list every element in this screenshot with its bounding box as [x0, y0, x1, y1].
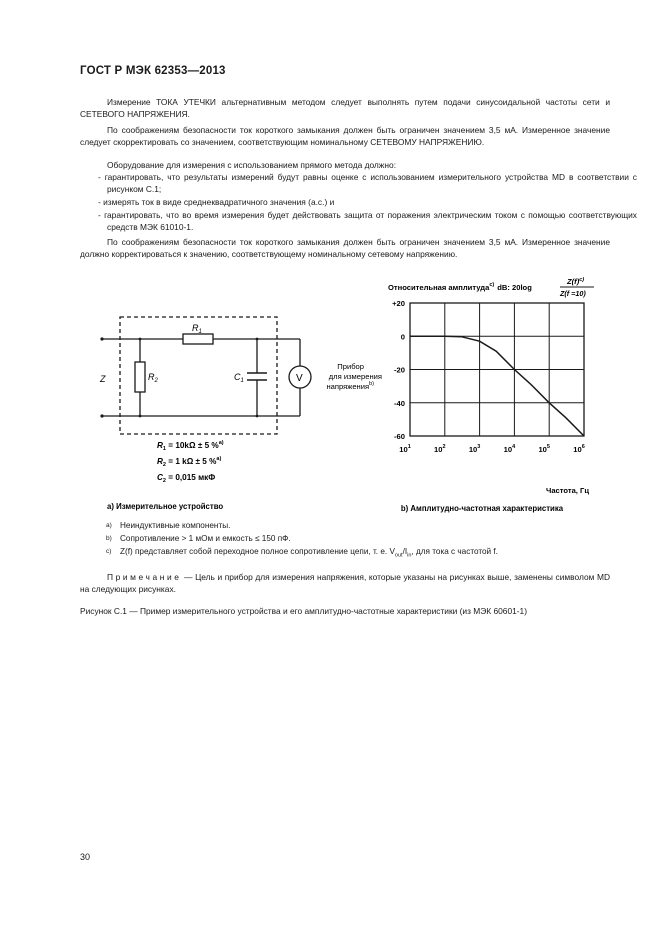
- x-axis-ticks: [399, 444, 585, 454]
- x-axis-label: Частота, Гц: [546, 486, 589, 495]
- y-tick-label: +20: [392, 299, 405, 308]
- document-header: ГОСТ Р МЭК 62353—2013: [80, 65, 226, 77]
- y-tick-label: -60: [394, 432, 405, 441]
- meter-label-line1: Прибор: [337, 362, 364, 371]
- value-r1: $R_1 = 10k\Omega \pm 5$ %$^{a)}$: [157, 440, 224, 452]
- circuit-diagram: [80, 300, 390, 530]
- y-tick-label: -40: [394, 398, 405, 408]
- circuit-caption: а) Измерительное устройство: [107, 502, 224, 511]
- x-tick-label: $10^5$: [538, 444, 550, 454]
- footnote-a: a) Неиндуктивные компоненты.: [106, 521, 231, 530]
- paragraph-2: По соображениям безопасности ток короткого замыкания должен быть ограничен значением 3,5 мА. Измеренное значение следует скорректировать со значением, соответствующим номинальному СЕТЕВОМУ НАПРЯЖЕНИЮ.: [80, 125, 610, 148]
- meter-label-line3: напряжения$^{b)}$: [326, 381, 374, 391]
- bullet-2: - измерять ток в виде среднеквадратичного значения (а.с.) и: [98, 197, 335, 207]
- chart-grid: [410, 303, 584, 436]
- chart-title: Относительная амплитуда$^{c)}$ dB: 20log: [388, 282, 532, 292]
- y-axis-ticks: [392, 299, 405, 441]
- bullet-1: - гарантировать, что результаты измерений будут равны оценке с использованием измерительного устройства MD в соответствии с рисунком С.1;: [98, 172, 637, 195]
- y-tick-label: 0: [400, 332, 405, 342]
- chart-caption: b) Амплитудно-частотная характеристика: [400, 504, 564, 513]
- terminal-top: [100, 337, 103, 340]
- paragraph-4: По соображениям безопасности ток короткого замыкания должен быть ограничен значением 3,5 мА. Измеренное значение должно корректироваться к значению, соответствующему номинальному сетевому напряжению.: [80, 237, 610, 260]
- response-curve: [410, 336, 584, 436]
- r2-label: $R_2$: [148, 372, 158, 384]
- x-tick-label: $10^6$: [573, 444, 585, 454]
- note: Примечание — Цель и прибор для измерения напряжения, которые указаны на рисунках выше, заменены символом MD на следующих рисунках.: [80, 572, 610, 595]
- figure-caption: Рисунок С.1 — Пример измерительного устройства и его амплитудно-частотные характеристики (из МЭК 60601-1): [80, 606, 527, 616]
- footnote-c: c) Z(f) представляет собой переходное полное сопротивление цепи, т. е. $V_{out}/I_{in}$, для тока с частотой f.: [106, 547, 498, 559]
- voltmeter-symbol: V: [296, 373, 303, 384]
- footnote-b: b) Сопротивление > 1 мОм и емкость ≤ 150 пФ.: [106, 534, 291, 543]
- paragraph-3: Оборудование для измерения с использованием прямого метода должно:: [107, 160, 397, 170]
- x-tick-label: $10^2$: [434, 444, 446, 454]
- resistor-r1: [183, 334, 213, 344]
- x-tick-label: $10^3$: [468, 444, 481, 454]
- meter-label-line2: для измерения: [328, 372, 382, 381]
- value-r2: $R_2 = 1$ kΩ ± 5 %$^{a)}$: [157, 456, 222, 468]
- x-tick-label: $10^4$: [503, 444, 516, 454]
- z-label: Z: [100, 374, 106, 384]
- paragraph-1: Измерение ТОКА УТЕЧКИ альтернативным методом следует выполнять путем подачи синусоидальной частоты сети и СЕТЕВОГО НАПРЯЖЕНИЯ.: [80, 97, 610, 120]
- resistor-r2: [135, 362, 145, 392]
- terminal-bottom: [100, 414, 103, 417]
- page-number: 30: [80, 852, 91, 862]
- r1-label: $R_1$: [192, 323, 202, 335]
- x-tick-label: $10^1$: [399, 444, 411, 454]
- chart-title-denominator: Z(f =10): [560, 289, 586, 298]
- bullet-3: - гарантировать, что во время измерения будет действовать защита от поражения электрическим током с помощью соответствующих средств МЭК 61010-1.: [98, 210, 637, 233]
- chart-title-numerator: $Z(f)^{c)}$: [567, 277, 585, 286]
- c1-label: $C_1$: [234, 372, 244, 384]
- frequency-response-chart: [380, 270, 620, 520]
- y-tick-label: -20: [394, 365, 405, 375]
- value-c2: $C_2 = 0,015$ мкФ: [157, 473, 216, 484]
